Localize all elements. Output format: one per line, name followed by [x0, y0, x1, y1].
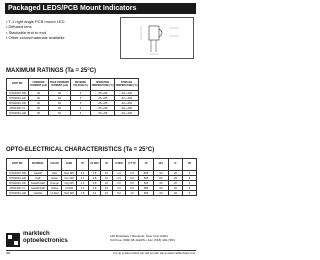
table-cell: 1.8 [77, 191, 89, 196]
table-cell: MTH160C-OR [7, 181, 29, 186]
table-cell: -25~+85 [91, 101, 115, 106]
table-cell: 5.0 [126, 186, 139, 191]
table-cell: -25~+85 [91, 106, 115, 111]
table-cell: 5 [183, 181, 197, 186]
table-cell: 5 [71, 96, 91, 101]
table-cell: 5.0 [126, 176, 139, 181]
table-cell: 5.0 [126, 181, 139, 186]
table-cell: 30 [29, 101, 49, 106]
table-cell: 60 [154, 181, 169, 186]
column-header: IF [169, 159, 183, 171]
table-cell: 1.0 [113, 171, 126, 176]
table-cell: 60 [49, 96, 71, 101]
table-cell: Red Diff [62, 171, 77, 176]
table-cell: GaAlAs [29, 191, 48, 196]
feature-item: • Diffused lens [6, 24, 32, 30]
table-cell: Red [48, 171, 62, 176]
column-header: REVERSE VOLTAGE (V) [71, 79, 91, 91]
table-cell: GaP [29, 176, 48, 181]
table-cell: Yel Diff [62, 186, 77, 191]
led-outline-drawing [120, 17, 194, 59]
table-cell: -25~+85 [91, 91, 115, 96]
table-cell: 5 [183, 176, 197, 181]
footer-note: For up to date product info visit our web site at www.marktechopto.com [113, 252, 195, 255]
footer-divider [6, 250, 196, 251]
table-cell: 20 [169, 176, 183, 181]
table-cell: 2.8 [89, 186, 101, 191]
table-cell: 2.8 [89, 176, 101, 181]
table-cell: 565 [139, 176, 154, 181]
marktech-logo-icon [6, 233, 20, 247]
column-header: FORWARD CURRENT (mA) [29, 79, 49, 91]
table-cell: -40~+100 [115, 106, 139, 111]
table-cell: Org Diff [62, 181, 77, 186]
feature-item: • Stackable end to end [6, 29, 47, 35]
table-cell: 2.1 [77, 186, 89, 191]
table-cell: 10 [101, 186, 113, 191]
column-header: MATERIAL [29, 159, 48, 171]
table-cell: 10 [101, 171, 113, 176]
table-header-row [7, 79, 139, 91]
table-cell: -40~+100 [115, 101, 139, 106]
table-cell: Grn Diff [62, 176, 77, 181]
table-cell: Red Diff [62, 191, 77, 196]
led-drawing-icon [121, 18, 195, 60]
column-header: IR [101, 159, 113, 171]
table-cell: -25~+85 [91, 96, 115, 101]
table-cell: 60 [154, 171, 169, 176]
table-cell: 5 [71, 101, 91, 106]
table-cell: -40~+100 [115, 91, 139, 96]
table-cell: 60 [49, 101, 71, 106]
table-cell: 2.4 [89, 191, 101, 196]
column-header: IV TYP [126, 159, 139, 171]
table-cell: MTH160C-RD [7, 171, 29, 176]
table-cell: MTH160C-HR [7, 191, 29, 196]
table-cell: 2.8 [89, 171, 101, 176]
table-cell: 20 [169, 191, 183, 196]
table-cell: 2.0 [77, 171, 89, 176]
column-header: OPERATING TEMPERATURE (°C) [91, 79, 115, 91]
table-header-row [7, 159, 197, 171]
table-cell: 30 [29, 111, 49, 116]
table-cell: 30 [29, 96, 49, 101]
table-cell: 30 [29, 91, 49, 96]
table-cell: GaAsP/GaP [29, 186, 48, 191]
table-cell: 60 [49, 91, 71, 96]
table-row [7, 191, 197, 196]
table-cell: 10 [101, 191, 113, 196]
company-logo-text: marktech optoelectronics [23, 231, 68, 244]
table-cell: 60 [154, 176, 169, 181]
feature-item: • T-1 right angle PCB mount LED [6, 19, 65, 24]
column-header: PEAK FORWARD CURRENT (mA) [49, 79, 71, 91]
table-cell: MTH160C-GR [7, 176, 29, 181]
table-cell: -40~+100 [115, 96, 139, 101]
table-cell: 5 [71, 106, 91, 111]
table-cell: 2.0 [77, 181, 89, 186]
table-cell: MTH160C-YL [7, 186, 29, 191]
column-header: STORAGE TEMPERATURE (°C) [115, 79, 139, 91]
table-cell: 5 [183, 186, 197, 191]
table-cell: 2.8 [89, 181, 101, 186]
opto-table [6, 158, 197, 196]
table-cell: 5 [71, 91, 91, 96]
column-header: COLOR [48, 159, 62, 171]
table-cell: MTH160C-OR [7, 101, 29, 106]
table-cell: 2.0 [113, 186, 126, 191]
table-row [7, 111, 139, 116]
table-cell: GaAsP/GaP [29, 181, 48, 186]
table-cell: 5 [71, 111, 91, 116]
column-header: PART NO. [7, 159, 29, 171]
table-cell: MTH160C-RD [7, 91, 29, 96]
table-cell: 5 [183, 171, 197, 176]
table-cell: 10 [101, 181, 113, 186]
column-header: LENS [62, 159, 77, 171]
feature-list [6, 19, 65, 41]
table-cell: 2.0 [113, 176, 126, 181]
table-cell: 60 [154, 186, 169, 191]
company-address: 120 Broadway • Menands, New York 12204 Toll Free: (800) 98-4LEDS • Fax: (518) 432-7454 [110, 234, 175, 243]
table-cell: Orange [48, 181, 62, 186]
column-header: PART NO. [7, 79, 29, 91]
table-cell: 30 [29, 106, 49, 111]
table-cell: Yellow [48, 186, 62, 191]
table-cell: 60 [49, 106, 71, 111]
table-cell: -40~+100 [115, 111, 139, 116]
table-cell: 585 [139, 186, 154, 191]
table-cell: 20 [169, 181, 183, 186]
page-number: 382 [6, 252, 11, 255]
table-cell: 660 [139, 191, 154, 196]
table-cell: -25~+85 [91, 111, 115, 116]
column-header: λP [139, 159, 154, 171]
table-cell: 5 [183, 191, 197, 196]
table-cell: 2.0 [113, 181, 126, 186]
column-header: 2θ½ [154, 159, 169, 171]
table-cell: 60 [154, 191, 169, 196]
column-header: VF [77, 159, 89, 171]
table-cell: 655 [139, 171, 154, 176]
table-cell: 10 [101, 176, 113, 181]
table-cell: 10 [126, 191, 139, 196]
table-cell: Hi Red [48, 191, 62, 196]
table-cell: 635 [139, 181, 154, 186]
table-cell: Green [48, 176, 62, 181]
table-cell: 2.5 [126, 171, 139, 176]
table-cell: MTH160C-YL [7, 106, 29, 111]
column-header: IV MIN [113, 159, 126, 171]
column-header: VF MAX [89, 159, 101, 171]
feature-item: • Other colors/materials available [6, 35, 65, 41]
max-ratings-title: MAXIMUM RATINGS (Ta = 25°C) [6, 68, 97, 74]
table-cell: 2.1 [77, 176, 89, 181]
page-title: Packaged LEDS/PCB Mount Indicators [5, 3, 196, 14]
opto-title: OPTO-ELECTRICAL CHARACTERISTICS (Ta = 25°C) [6, 147, 155, 153]
max-ratings-table [6, 78, 139, 116]
table-cell: 20 [169, 186, 183, 191]
column-header: VR [183, 159, 197, 171]
table-cell: 5.0 [113, 191, 126, 196]
table-cell: 20 [169, 171, 183, 176]
table-cell: 60 [49, 111, 71, 116]
table-cell: GaAsP [29, 171, 48, 176]
table-cell: MTH160C-GR [7, 96, 29, 101]
table-cell: MTH160C-HR [7, 111, 29, 116]
